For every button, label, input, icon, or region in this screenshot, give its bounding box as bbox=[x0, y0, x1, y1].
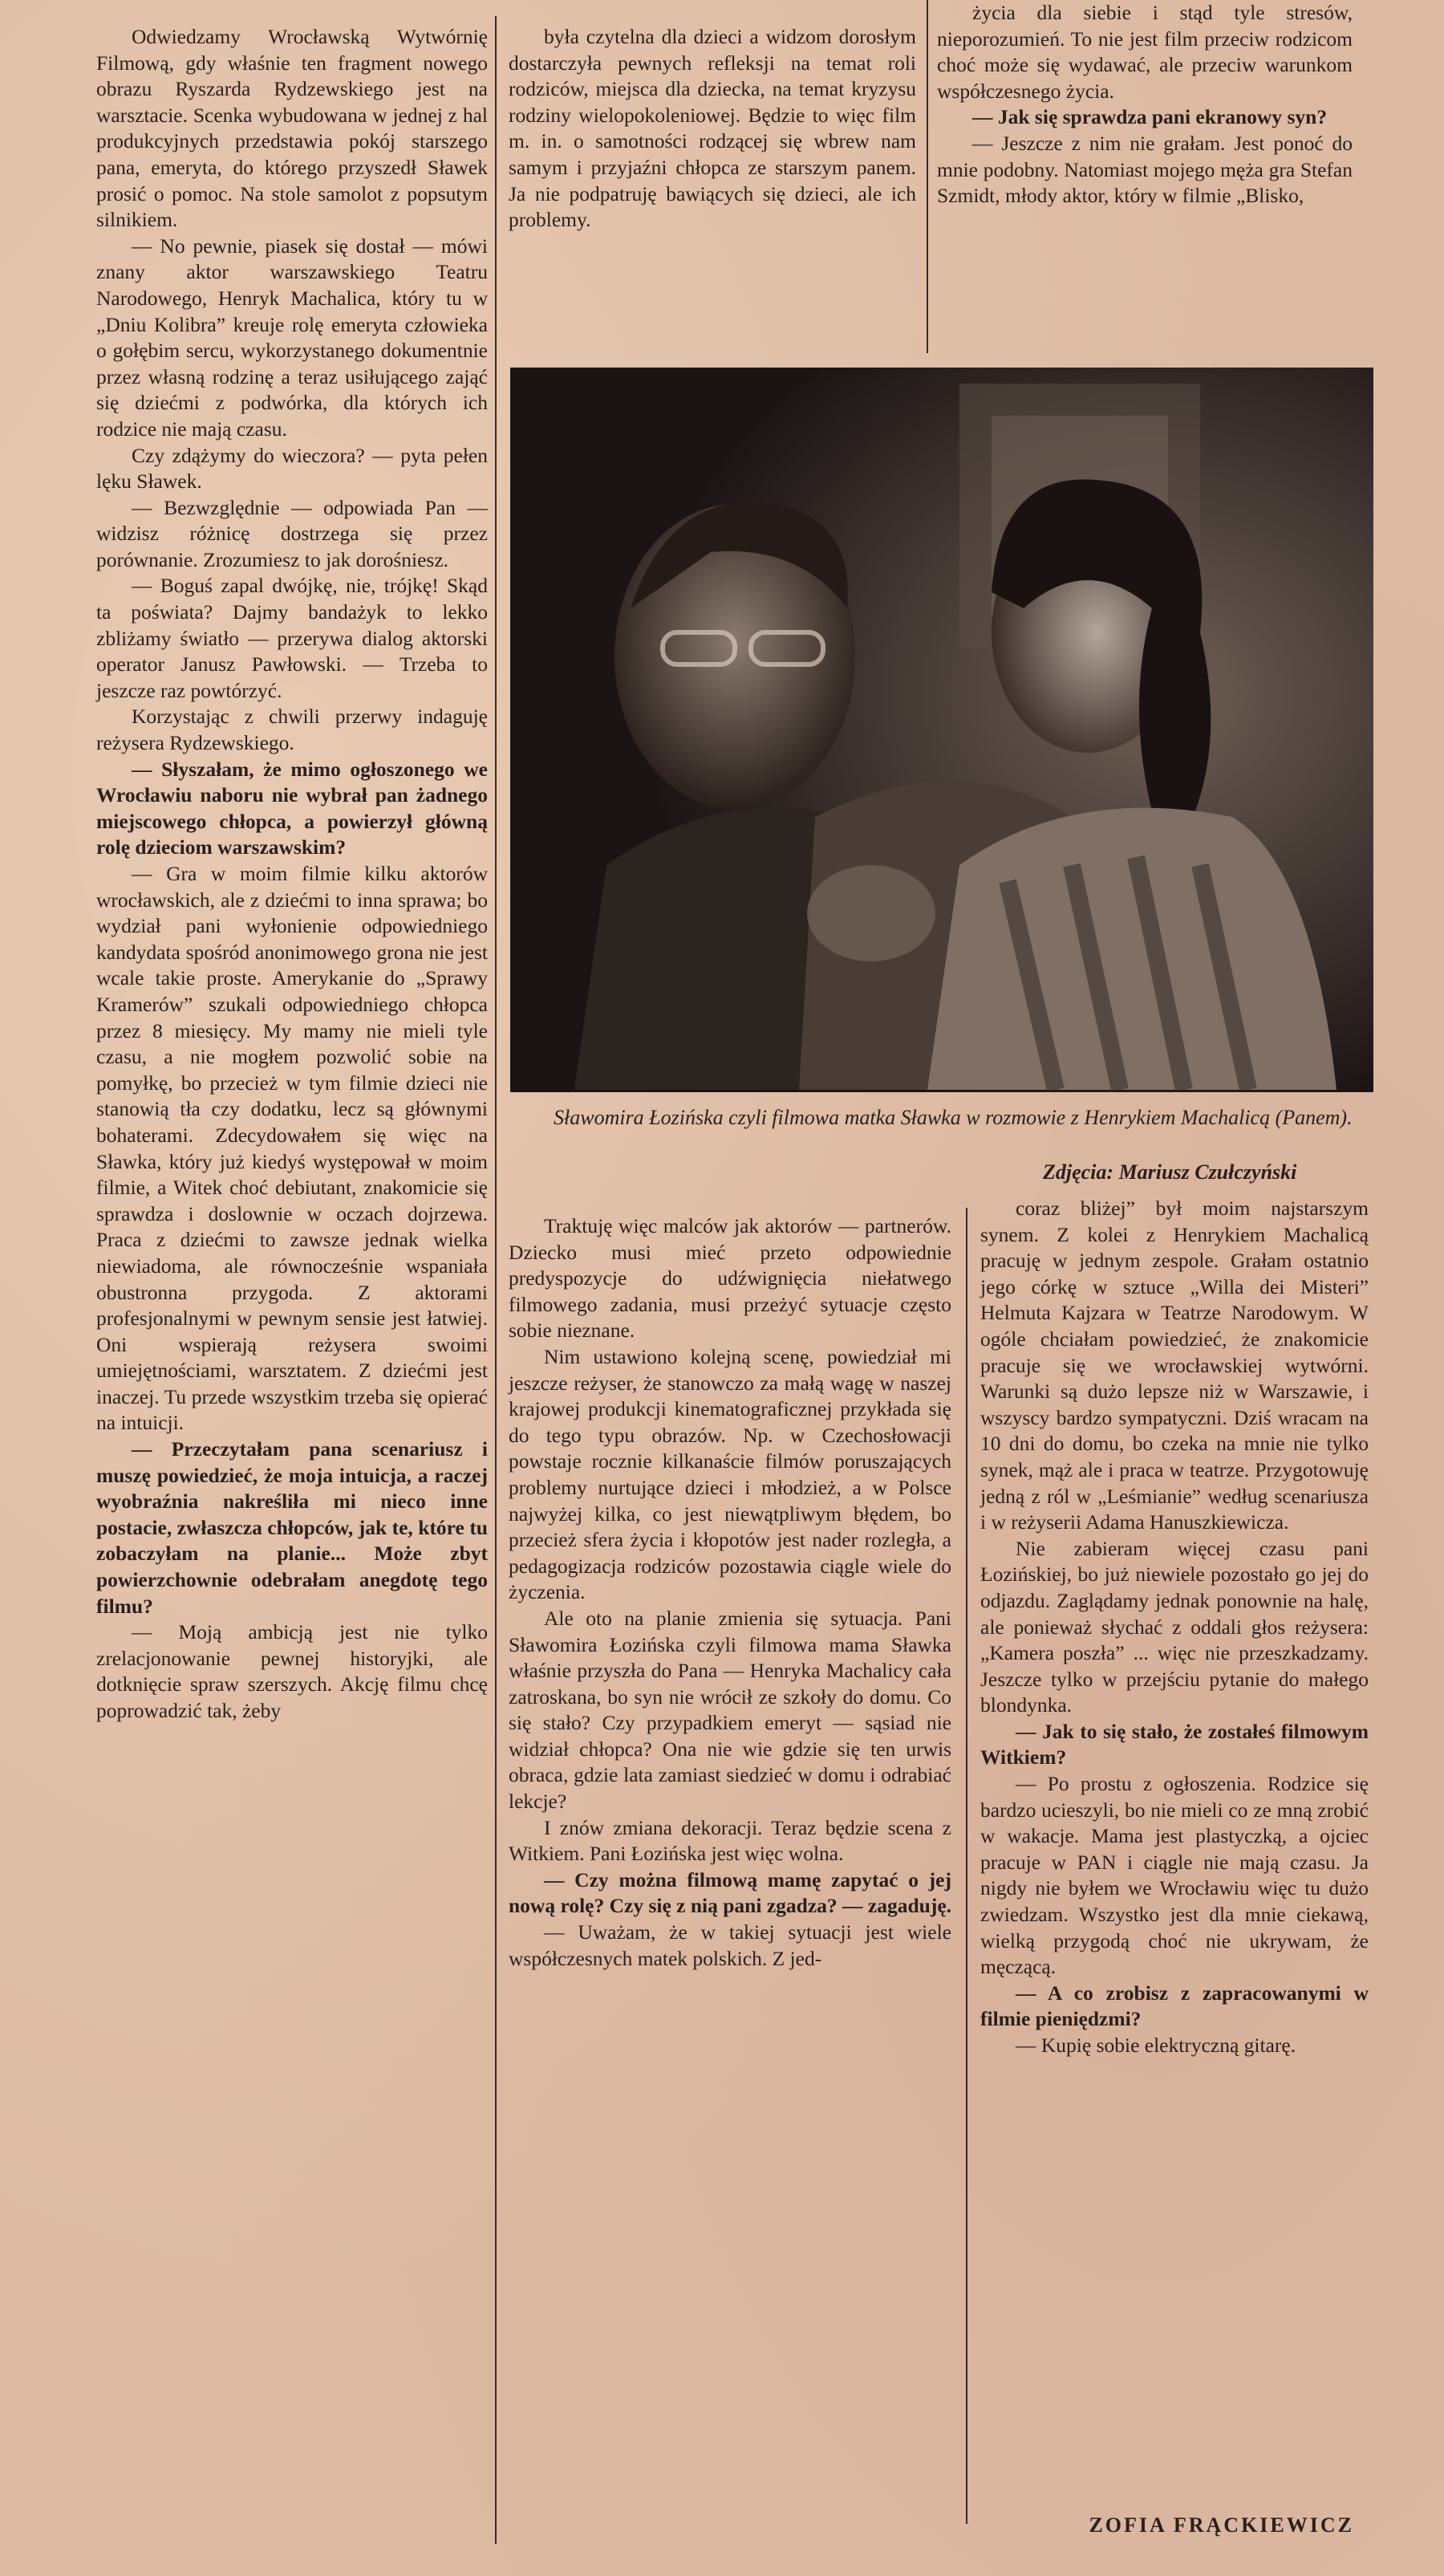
paragraph: — Przeczytałam pana scenariusz i muszę powiedzieć, że moja intuicja, a raczej wyobraźnia nakreśliła mi nieco inne postacie, zwłaszcza chłopców, jak te, które tu zobaczyłam na planie... Może zbyt powierzchownie odebrałam anegdotę tego filmu? bbox=[96, 1437, 488, 1618]
paragraph: — Uważam, że w takiej sytuacji jest wiele współczesnych matek polskich. Z jed- bbox=[509, 1920, 951, 1970]
paragraph: — A co zrobisz z zapracowanymi w filmie pieniędzmi? bbox=[980, 1981, 1369, 2031]
paragraph: Nie zabieram więcej czasu pani Łozińskiej, bo już niewiele pozostało go jej do odjazdu. Zaglądamy jednak ponownie na halę, ale ponieważ słychać z oddali głos reżysera: „Kamera poszła” ... więc nie przeszkadzamy. Jeszcze tylko w przejściu pytanie do małego blondynka. bbox=[980, 1536, 1369, 1717]
paragraph: — Jeszcze z nim nie grałam. Jest ponoć do mnie podobny. Natomiast mojego męża gra Stefan Szmidt, młody aktor, który w filmie „Blisko, bbox=[937, 131, 1353, 208]
paragraph: coraz bliżej” był moim najstarszym synem. Z kolei z Henrykiem Machalicą pracuję w jednym zespole. Grałam ostatnio jego córkę w sztuce „Willa dei Misteri” Helmuta Kajzara w Teatrze Narodowym. W ogóle chciałam powiedzieć, że znakomicie pracuje się we wrocławskiej wytwórni. Warunki są dużo lepsze niż w Warszawie, i wszyscy bardzo sympatyczni. Dziś wracam na 10 dni do domu, bo czeka na mnie nie tylko synek, mąż ale i praca w teatrze. Przygotowuję jedną z ról w „Leśmianie” według scenariusza i w reżyserii Adama Hanuszkiewicza. bbox=[980, 1197, 1369, 1534]
paragraph: Czy zdążymy do wieczora? — pyta pełen lęku Sławek. bbox=[96, 443, 488, 494]
paragraph: Odwiedzamy Wrocławską Wytwórnię Filmową, gdy właśnie ten fragment nowego obrazu Ryszarda Rydzewskiego jest na warsztacie. Scenka wybudowana w jednej z hal produkcyjnych przedstawia pokój starszego pana, emeryta, do którego przyszedł Sławek prosić o pomoc. Na stole samolot z popsutym silnikiem. bbox=[96, 25, 488, 232]
paragraph: — Moją ambicją jest nie tylko zrelacjonowanie pewnej historyjki, ale dotknięcie spraw szerszych. Akcję filmu chcę poprowadzić tak, żeby bbox=[96, 1620, 488, 1722]
film-still-photo bbox=[510, 368, 1373, 1092]
photo-credit: Zdjęcia: Mariusz Czułczyński bbox=[1043, 1160, 1297, 1184]
column-divider-2-bottom bbox=[966, 1208, 967, 2524]
photo-caption: Sławomira Łozińska czyli filmowa matka Sławka w rozmowie z Henrykiem Machalicą (Panem). bbox=[554, 1106, 1353, 1129]
article-column-2-top bbox=[509, 24, 916, 234]
paragraph: była czytelna dla dzieci a widzom dorosłym dostarczyła pewnych refleksji na temat roli rodziców, miejsca dla dziecka, na temat kryzysu rodziny wielopokoleniowej. Będzie to więc film m. in. o samotności rodzącej się wbrew nam samym i przyjaźni chłopca ze starszym panem. Ja nie podpatruję bawiących się dzieci, ale ich problemy. bbox=[509, 25, 916, 232]
column-divider-1 bbox=[495, 16, 497, 2544]
article-column-1 bbox=[96, 24, 488, 1725]
paragraph: — Kupię sobie elektryczną gitarę. bbox=[1016, 2034, 1296, 2057]
author-signature: ZOFIA FRĄCKIEWICZ bbox=[1089, 2513, 1354, 2537]
article-column-2-bottom bbox=[509, 1213, 951, 1972]
paragraph: życia dla siebie i stąd tyle stresów, nieporozumień. To nie jest film przeciw rodzicom choć może się wydawać, ale przeciw warunkom współczesnego życia. bbox=[937, 1, 1353, 103]
paragraph: — Boguś zapal dwójkę, nie, trójkę! Skąd ta poświata? Dajmy bandażyk to lekko zbliżamy światło — przerywa dialog aktorski operator Janusz Pawłowski. — Trzeba to jeszcze raz powtórzyć. bbox=[96, 574, 488, 702]
paragraph: — Po prostu z ogłoszenia. Rodzice się bardzo ucieszyli, bo nie mieli co ze mną zrobić w wakacje. Mama jest plastyczką, a ojciec pracuje w PAN i ciągle nie mają czasu. Ja nigdy nie byłem we Wrocławiu więc tu dużo zwiedzam. Wszystko jest dla mnie ciekawą, wielką przygodą choć nie ukrywam, że męczącą. bbox=[980, 1772, 1369, 1979]
paragraph: — Gra w moim filmie kilku aktorów wrocławskich, ale z dziećmi to inna sprawa; bo wydział pani wyłonienie odpowiedniego kandydata spośród anonimowego grona nie jest wcale takie proste. Amerykanie do „Sprawy Kramerów” szukali odpowiedniego chłopca przez 8 miesięcy. My mamy nie mieli tyle czasu, a nie mogłem pozwolić sobie na pomyłkę, bo przecież w tym filmie dzieci nie stanowią tła czy dodatku, lecz są głównymi bohaterami. Zdecydowałem się więc na Sławka, który już kiedyś występował w moim filmie, a Witek choć debiutant, znakomicie się sprawdza i doslownie w oczach dojrzewa. Praca z dziećmi to zawsze jednak wielka niewiadoma, ale równocześnie wspaniała obustronna przygoda. Z aktorami profesjonalnymi w pewnym sensie jest łatwiej. Oni wspierają reżysera swoimi umiejętnościami, warsztatem. Z dziećmi jest inaczej. Tu przede wszystkim trzeba się opierać na intuicji. bbox=[96, 862, 488, 1435]
paragraph: — No pewnie, piasek się dostał — mówi znany aktor warszawskiego Teatru Narodowego, Henryk Machalica, który tu w „Dniu Kolibra” kreuje rolę emeryta człowieka o gołębim sercu, wykorzystanego dokumentnie przez własną rodzinę a teraz usiłującego zająć się dziećmi z podwórka, dla których ich rodzice nie mają czasu. bbox=[96, 234, 488, 441]
paragraph: — Jak to się stało, że zostałeś filmowym Witkiem? bbox=[980, 1719, 1369, 1769]
paragraph: — Jak się sprawdza pani ekranowy syn? bbox=[972, 105, 1328, 129]
paragraph: — Słyszałam, że mimo ogłoszonego we Wrocławiu naboru nie wybrał pan żadnego miejscowego chłopca, a powierzył główną rolę dzieciom warszawskim? bbox=[96, 757, 488, 859]
paragraph: Ale oto na planie zmienia się sytuacja. Pani Sławomira Łozińska czyli filmowa mama Sławka właśnie przyszła do Pana — Henryka Machalicy cała zatroskana, bo syn nie wrócił ze szkoły do domu. Co się stało? Czy przypadkiem emeryt — sąsiad nie widział chłopca? Ona nie wie gdzie się ten urwis obraca, gdzie lata zamiast siedzieć w domu i odrabiać lekcje? bbox=[509, 1606, 951, 1814]
paragraph: Korzystając z chwili przerwy indaguję reżysera Rydzewskiego. bbox=[96, 705, 488, 755]
paragraph: Nim ustawiono kolejną scenę, powiedział mi jeszcze reżyser, że stanowczo za małą wagę w naszej krajowej produkcji kinematograficznej przykłada się do tego typu obrazów. Np. w Czechosłowacji powstaje rocznie kilkanaście filmów poruszających problemy nurtujące dzieci i młodzież, a w Polsce najwyżej kilka, co jest niewątpliwym błędem, bo przecież sfera życia i kłopotów jest nader rozległa, a pedagogizacja rodziców pozostawia ciągle wiele do życzenia. bbox=[509, 1344, 951, 1604]
article-column-3-bottom bbox=[980, 1196, 1369, 2059]
photo-illustration bbox=[510, 368, 1373, 1092]
column-divider-2-top bbox=[927, 0, 928, 353]
paragraph: I znów zmiana dekoracji. Teraz będzie scena z Witkiem. Pani Łozińska jest więc wolna. bbox=[509, 1815, 951, 1866]
article-column-3-top bbox=[937, 0, 1353, 209]
paragraph: Traktuję więc malców jak aktorów — partnerów. Dziecko musi mieć przeto odpowiednie predyspozycje do udźwignięcia niełatwego filmowego zadania, musi przeżyć sytuacje często sobie nieznane. bbox=[509, 1214, 951, 1343]
paragraph: — Czy można filmową mamę zapytać o jej nową rolę? Czy się z nią pani zgadza? — zagaduję. bbox=[509, 1867, 952, 1918]
paragraph: — Bezwzględnie — odpowiada Pan — widzisz różnicę dostrzega się przez porównanie. Zrozumiesz to jak dorośniesz. bbox=[96, 495, 488, 571]
